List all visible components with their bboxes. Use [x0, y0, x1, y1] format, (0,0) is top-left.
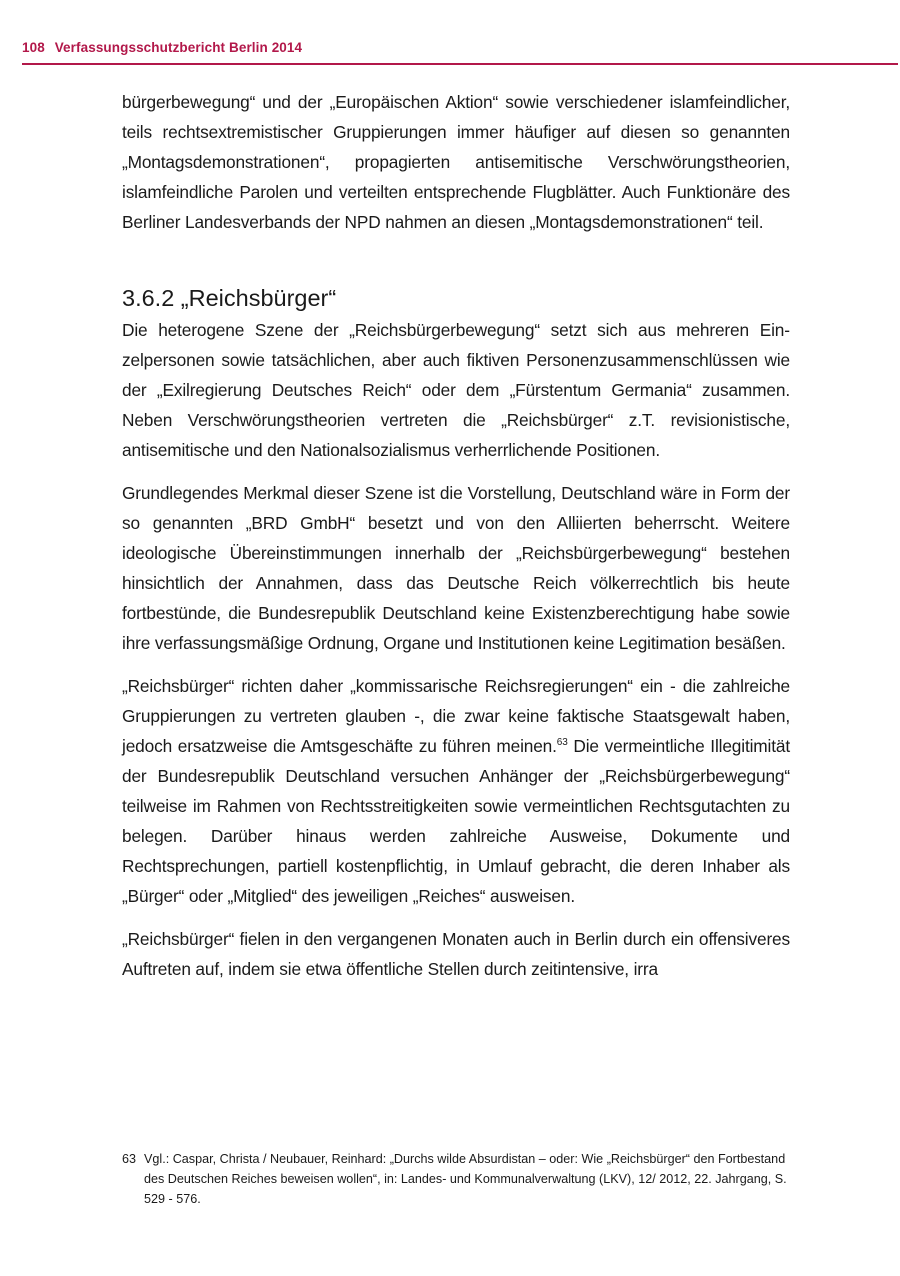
section-paragraph-3 — [122, 671, 790, 911]
section-paragraph-2: Grundlegendes Merkmal dieser Szene ist die Vorstellung, Deutschland wäre in Form der so genannten „BRD GmbH“ besetzt und von den Alliierten beherrscht. Weitere ideologische Übereinstimmungen innerhalb der „Reichsbürgerbewegung“ bestehen hinsichtlich der Annahmen, dass das Deutsche Reich völkerrechtlich bis heute fortbestünde, die Bundesrepublik Deutschland keine Existenzberechtigung habe sowie ihre verfassungsmäßige Ordnung, Organe und Institutionen keine Legitimation besäßen. — [122, 483, 790, 653]
section-paragraph-1: Die heterogene Szene der „Reichsbürgerbewegung“ setzt sich aus mehreren Einzelpersonen sowie tatsächlichen, aber auch fiktiven Personenzusammenschlüssen wie der „Exilregierung Deutsches Reich“ oder dem „Fürstentum Germania“ zusammen. Neben Verschwörungstheorien vertreten die „Reichsbürger“ z.T. revisionistische, antisemitische und den Nationalsozialismus verherrlichende Positionen. — [122, 320, 790, 460]
running-header — [22, 40, 302, 55]
page-number: 108 — [22, 40, 45, 55]
section-heading: 3.6.2 „Reichsbürger“ — [122, 285, 337, 311]
header-rule — [22, 63, 898, 65]
footnote-number: 63 — [122, 1152, 137, 1166]
footnote — [122, 1149, 790, 1209]
document-title: Verfassungsschutzbericht Berlin 2014 — [54, 40, 303, 55]
footnote-text: Vgl.: Caspar, Christa / Neubauer, Reinhard: „Durchs wilde Absurdistan – oder: Wie „Reichsbürger“ den Fortbestand des Deutschen Reiches beweisen wollen“, in: Landes- und Kommunalverwaltung (LKV), 12/ 2012, 22. Jahrgang, S. 529 - 576. — [144, 1152, 787, 1206]
section-paragraph-4: „Reichsbürger“ fielen in den vergangenen Monaten auch in Berlin durch ein offensiveres Auftreten auf, indem sie etwa öffentliche Stellen durch zeitintensive, irra — [122, 929, 790, 979]
footnote-reference: 63 — [556, 737, 568, 748]
paragraph-3-part-2: Die vermeintliche Illegitimität der Bundesrepublik Deutschland versuchen Anhänger der „Reichsbürgerbewegung“ teilweise im Rahmen von Rechtsstreitigkeiten sowie vermeintlichen Rechtsgutachten zu belegen. Darüber hinaus werden zahlreiche Ausweise, Dokumente und Rechtsprechungen, partiell kostenpflichtig, in Umlauf gebracht, die deren Inhaber als „Bürger“ oder „Mitglied“ des jeweiligen „Reiches“ ausweisen. — [122, 736, 790, 906]
paragraph-3-part-1: „Reichsbürger“ richten daher „kommissarische Reichsregierungen“ ein - die zahlreiche Gruppierungen zu vertreten glauben -, die zwar keine faktische Staatsgewalt haben, jedoch ersatzweise die Amtsgeschäfte zu führen meinen. — [122, 676, 790, 756]
continued-paragraph: bürgerbewegung“ und der „Europäischen Aktion“ sowie verschiedener islamfeindlicher, teils rechtsextremistischer Gruppierungen immer häufiger auf diesen so genannten „Montagsdemonstrationen“, propagierten antisemitische Verschwörungstheorien, islamfeindliche Parolen und verteilten entsprechende Flugblätter. Auch Funktionäre des Berliner Landesverbands der NPD nahmen an diesen „Montagsdemonstrationen“ teil. — [122, 92, 790, 232]
page-body — [122, 87, 790, 997]
